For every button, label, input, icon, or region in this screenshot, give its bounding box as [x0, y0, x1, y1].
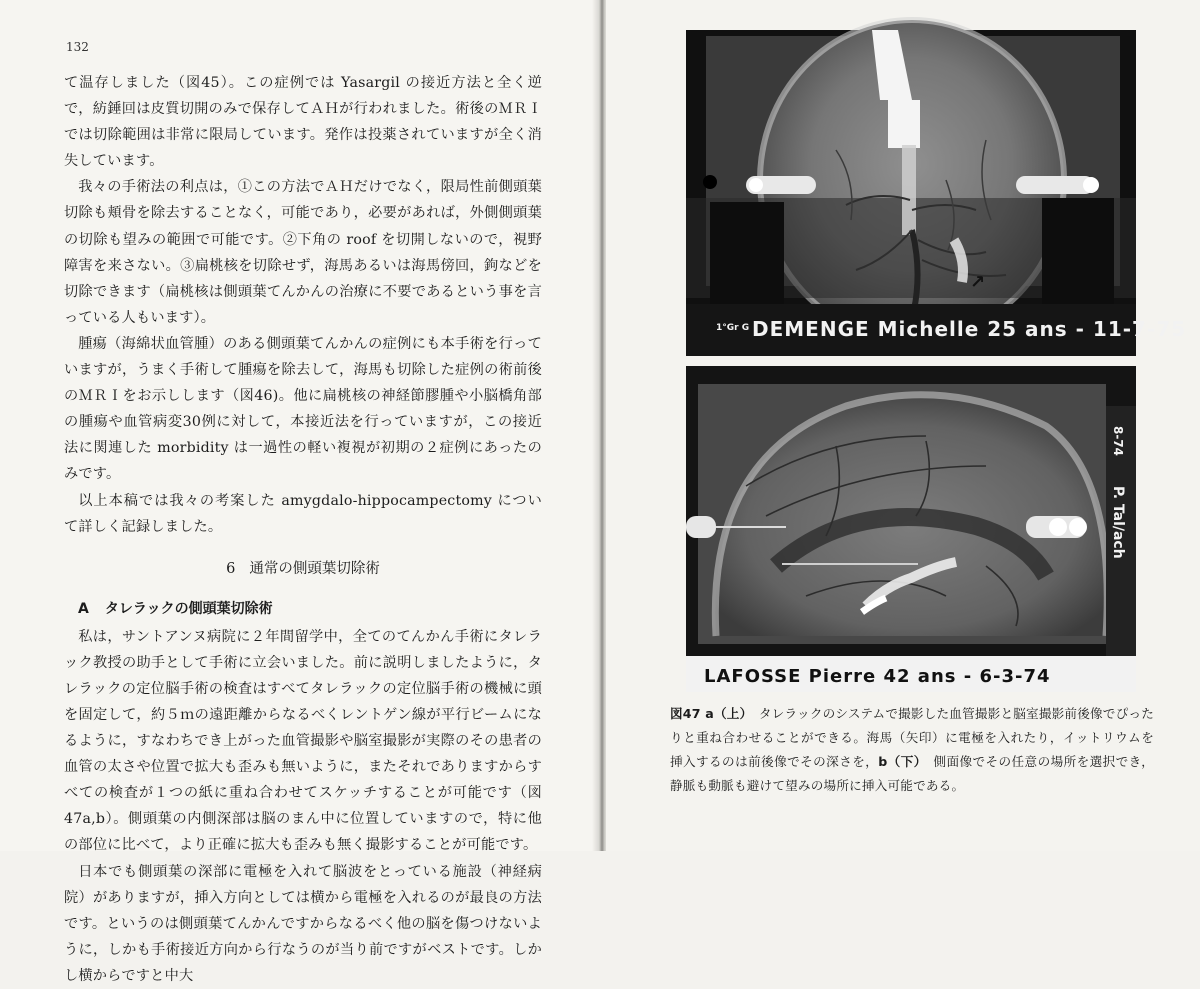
left-text-column — [64, 70, 542, 989]
paragraph-6: 日本でも側頭葉の深部に電極を入れて脳波をとっている施設（神経病院）がありますが，挿入方向としては横から電極を入れるのが最良の方法です。というのは側頭葉てんかんですからなるべく他の脳を傷つけないように，しかも手術接近方向から行なうのが当り前ですがベストです。しかし横からですと中大 — [64, 863, 542, 984]
figure-caption — [670, 702, 1154, 798]
paragraph-4: 以上本稿では我々の考案した amygdalo-hippocampectomy について詳しく記録しました。 — [64, 492, 542, 535]
right-ear-plug-icon — [1016, 176, 1094, 194]
paragraph-2: 我々の手術法の利点は，①この方法でＡＨだけでなく，限局性前側頭葉切除も頬骨を除去することなく，可能であり，必要があれば，外側側頭葉の切除も望みの範囲で可能です。②下角の roof を切開しないので，視野障害を来さない。③扁桃核を切除せず，海馬あるいは海馬傍回，鉤などを切除できます（扁桃核は側頭葉てんかんの治療に不要であるという事を言っている人もいます）。 — [64, 179, 542, 326]
subsection-heading — [64, 596, 542, 622]
section-heading — [64, 556, 542, 582]
caption-fig-label: 図47 a（上） — [670, 706, 747, 721]
section-number: 6 — [226, 560, 236, 577]
film-patient-label-b: LAFOSSE Pierre 42 ans - 6-3-74 — [704, 666, 1051, 687]
film-patient-label-a: DEMENGE Michelle 25 ans - 11-7-75 — [752, 317, 1187, 341]
caption-b-label: b（下） — [878, 754, 921, 769]
subsection-label: A — [78, 600, 89, 617]
page-number: 132 — [66, 40, 89, 54]
right-ear-bar — [1042, 198, 1114, 322]
paragraph-3: 腫瘍（海綿状血管腫）のある側頭葉てんかんの症例にも本手術を行っていますが，うまく手術して腫瘍を除去して，海馬も切除した症例の術前後のＭＲＩをお示しします（図46)。他に扁桃核の神経節膠腫や小脳橋角部の腫瘍や血管病変30例に対して，本接近法を行っていますが，この接近法に関連した morbidity は一過性の軽い複視が初期の２症例にあったのみです。 — [64, 335, 542, 483]
film-corner-mark: 8-74 — [1111, 426, 1125, 457]
paragraph-1: て温存しました（図45）。この症例では Yasargil の接近方法と全く逆で，紡錘回は皮質切開のみで保存してＡＨが行われました。術後のＭＲＩでは切除範囲は非常に限局しています。発作は投薬されていますが全く消失しています。 — [64, 75, 542, 170]
film-side-label: P. Tal/ach — [1110, 486, 1126, 559]
section-title: 通常の側頭葉切除術 — [249, 560, 380, 577]
figure-47b-lateral-xray — [686, 366, 1136, 692]
caption-text-2: 側面像でその任意の場所を選択でき，静脈も動脈も避けて望みの場所に挿入可能である。 — [670, 754, 1154, 793]
caption-text-1: タレラックのシステムで撮影した血管撮影と脳室撮影前後像でぴったりと重ね合わせることができる。海馬（矢印）に電極を入れたり，イットリウムを挿入するのは前後像でその深さを， — [670, 706, 1154, 769]
film-side-marks: 1°Gr G — [716, 323, 750, 333]
paragraph-5: 私は，サントアンヌ病院に２年間留学中，全てのてんかん手術にタレラック教授の助手として手術に立会いました。前に説明しましたように，タレラックの定位脳手術の検査はすべてタレラックの定位脳手術の機械に頭を固定して，約５ｍの遠距離からなるべくレントゲン線が平行ビームになるように，すなわちでき上がった血管撮影や脳室撮影が実際のその患者の血管の太さや位置で拡大も歪みも無いように，またそれでありますからすべての検査が１つの紙に重ね合わせてスケッチすることが可能です（図47a,b）。側頭葉の内側深部は脳のまん中に位置していますので，特に他の部位に比べて，より正確に拡大も歪みも無く撮影することが可能です。 — [64, 628, 542, 854]
figure-47a-frontal-xray — [686, 30, 1187, 356]
frontal-xray-image — [686, 30, 1187, 356]
subsection-title: タレラックの側頭葉切除術 — [104, 600, 273, 617]
right-page — [606, 0, 1200, 851]
hippocampus-arrow-icon: ↗ — [970, 272, 986, 293]
left-page — [0, 0, 598, 984]
lateral-xray-image — [686, 366, 1136, 692]
left-ear-plug-lateral-icon — [686, 516, 716, 538]
